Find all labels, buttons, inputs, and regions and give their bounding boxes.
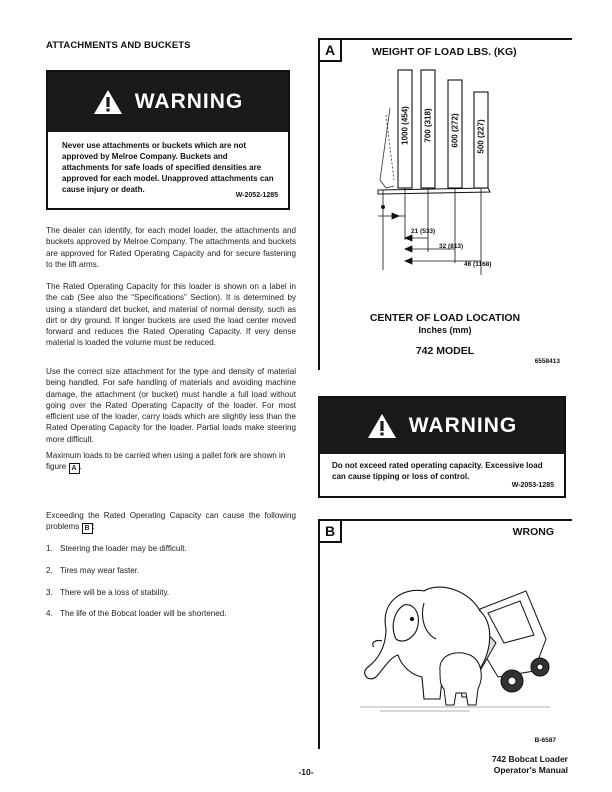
figure-a-tag: A — [320, 40, 342, 62]
figure-a-title: WEIGHT OF LOAD LBS. (KG) — [372, 46, 517, 58]
fork-frame — [380, 108, 394, 188]
manual-title-line1: 742 Bobcat Loader — [491, 754, 568, 764]
figure-b-label: WRONG — [512, 526, 554, 538]
warning-header — [48, 72, 288, 132]
warning-box-capacity — [318, 396, 566, 498]
paragraph-pallet-fork — [46, 450, 296, 474]
list-number: 4. — [46, 609, 53, 618]
list-item — [46, 587, 296, 599]
warning-body: Never use attachments or buckets which are not approved by Melroe Company. Buckets and attachments for safe loads of specified densities are approved for each model. Unapproved attachments can cause injury or death. — [62, 141, 274, 194]
figure-a-model: 742 MODEL — [415, 345, 475, 357]
warning-heading: WARNING — [134, 90, 244, 113]
figure-b-part-number: B-6587 — [534, 737, 556, 744]
load-bar-label: 700 (318) — [423, 108, 433, 143]
paragraph-pallet-fork-end: . — [79, 462, 82, 472]
figure-a-panel — [318, 38, 572, 370]
paragraph-exceeding — [46, 510, 296, 534]
list-number: 3. — [46, 588, 53, 597]
figure-a-part-number: 6558413 — [534, 358, 560, 365]
paragraph-pallet-fork-text: Maximum loads to be carried when using a pallet fork are shown in figure — [46, 451, 286, 472]
paragraph-exceeding-text: Exceeding the Rated Operating Capacity can cause the following problems — [46, 511, 296, 532]
dimension-label: 32 (813) — [439, 243, 464, 250]
paragraph-dealer: The dealer can identify, for each model loader, the attachments and buckets approved by Melroe Company. The attachments and buckets are approved for Rated Operating Capacity and for secure fastening to the lift arms. — [46, 226, 296, 269]
figure-b-panel — [318, 519, 572, 749]
list-item — [46, 565, 296, 577]
warning-triangle-icon — [367, 413, 397, 439]
list-text: There will be a loss of stability. — [60, 588, 170, 597]
warning-code: W-2053-1285 — [511, 482, 554, 489]
list-item — [46, 543, 296, 555]
paragraph-exceeding-end: : — [92, 522, 95, 532]
page-number: -10- — [298, 767, 314, 777]
load-bar-label: 1000 (454) — [400, 106, 410, 145]
list-text: The life of the Bobcat loader will be shortened. — [60, 609, 227, 618]
manual-title — [492, 754, 568, 776]
baby-elephant-drawing — [440, 653, 481, 705]
warning-box-attachments — [46, 70, 290, 210]
paragraph-correct-size: Use the correct size attachment for the type and density of material being handled. For safe handling of materials and avoiding machine damage, the attachment (or bucket) must handle a full load without going over the Rated Operating Capacity of the loader. For most efficient use of the loader, carry loads which are slightly less than the Rated Operating Capacity for the loader. Partial loads make steering more difficult. — [46, 367, 296, 444]
figure-a-caption: CENTER OF LOAD LOCATION — [369, 312, 521, 324]
list-text: Tires may wear faster. — [60, 566, 140, 575]
list-number: 1. — [46, 544, 53, 553]
warning-triangle-icon — [93, 89, 123, 115]
dimension-label: 21 (533) — [411, 228, 436, 235]
dimension-label: 46 (1168) — [464, 261, 492, 268]
figure-b-tag: B — [320, 521, 342, 543]
list-number: 2. — [46, 566, 53, 575]
warning-heading: WARNING — [408, 414, 518, 437]
warning-body: Do not exceed rated operating capacity. Excessive load can cause tipping or loss of control. — [332, 461, 543, 481]
warning-header — [320, 398, 564, 454]
figure-a-reference: A — [69, 463, 80, 474]
paragraph-rated-capacity: The Rated Operating Capacity for this loader is shown on a label in the cab (See also the “Specifications” Section). It is determined by using a standard dirt bucket, and material of normal density, such as dirt or dry ground. If longer buckets are used the load center moved forward and reduces the Rated Operating Capacity. If very dense material is loaded the volume must be reduced. — [46, 282, 296, 348]
figure-b-reference: B — [82, 523, 93, 534]
section-title: ATTACHMENTS AND BUCKETS — [46, 40, 191, 51]
list-item — [46, 608, 296, 620]
load-bar-label: 600 (272) — [450, 113, 460, 148]
elephant-loader-illustration — [320, 521, 572, 749]
fork-tine — [378, 188, 490, 194]
figure-a-units: Inches (mm) — [418, 325, 472, 335]
manual-title-line2: Operator's Manual — [493, 765, 568, 775]
load-bar-label: 500 (227) — [476, 119, 486, 154]
list-text: Steering the loader may be difficult. — [60, 544, 187, 553]
warning-code: W-2052-1285 — [235, 192, 278, 199]
